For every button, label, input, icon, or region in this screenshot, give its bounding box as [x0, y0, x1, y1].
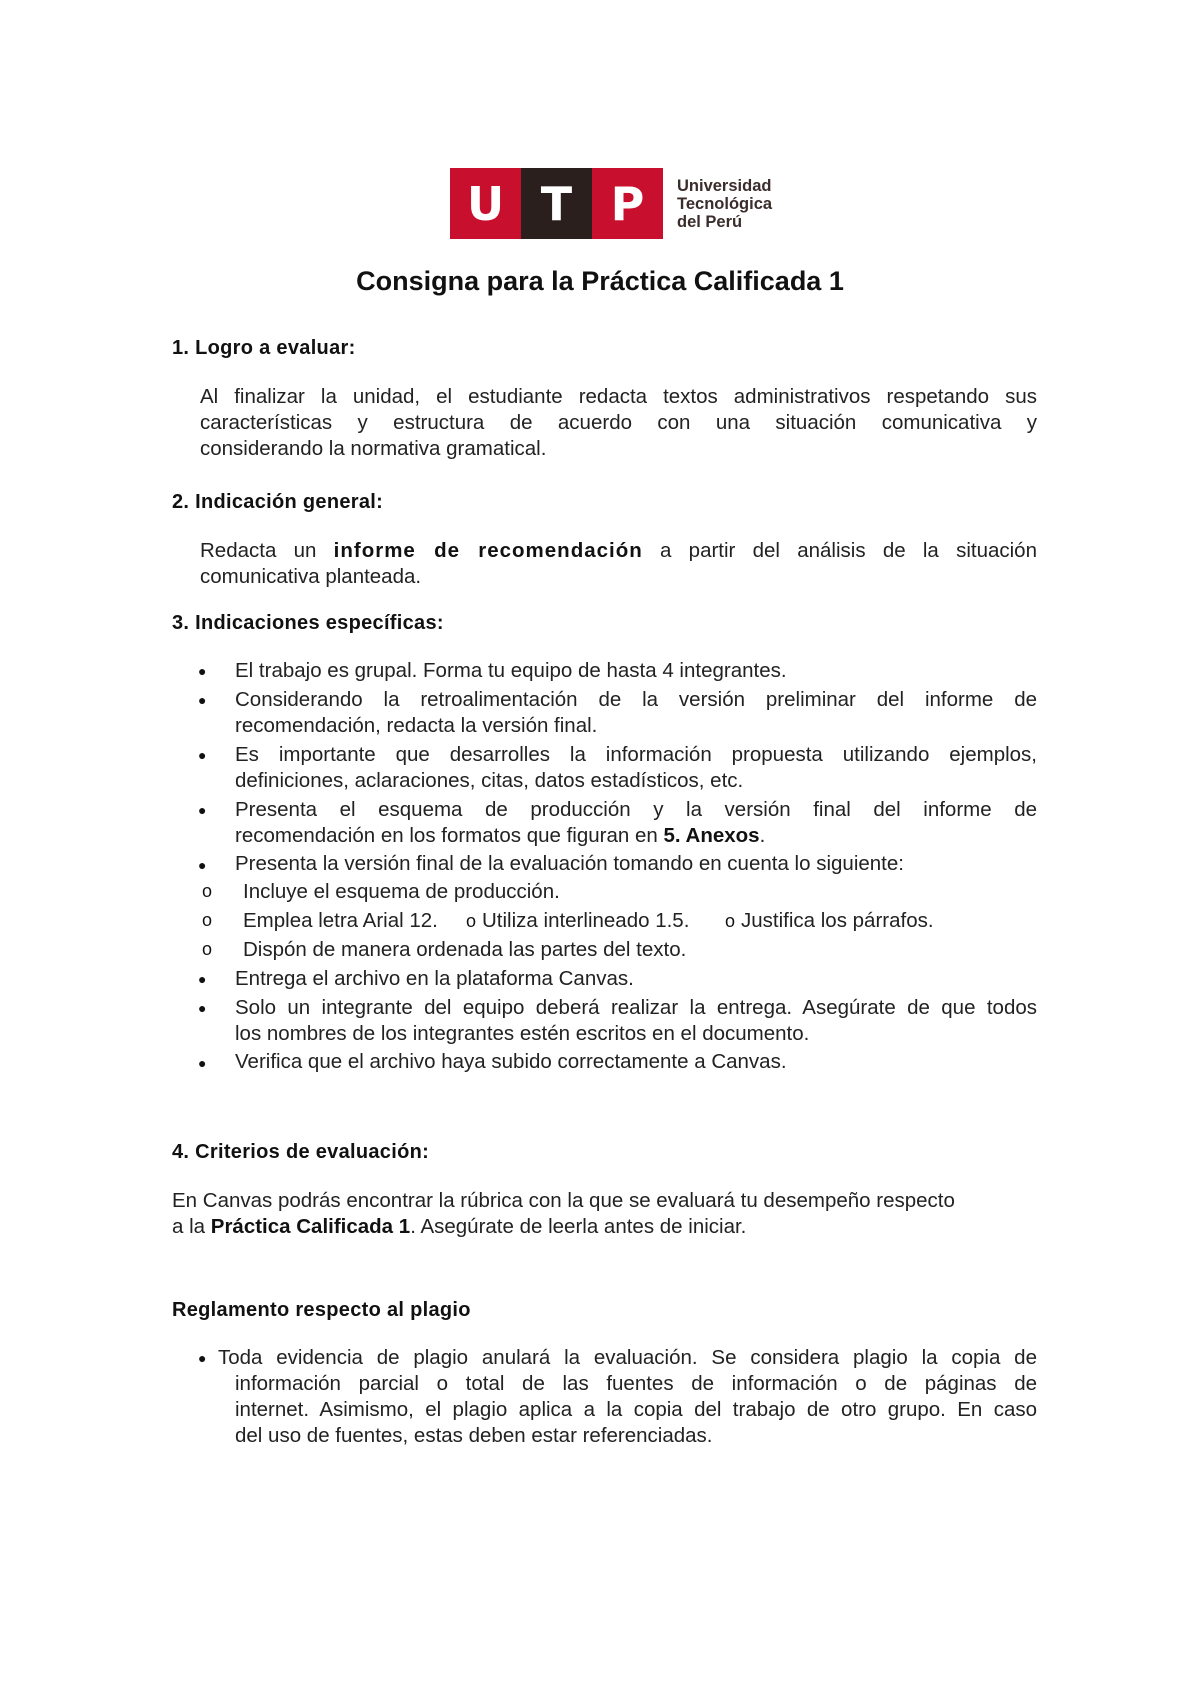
page-title: Consigna para la Práctica Calificada 1	[356, 266, 844, 296]
sub-bullet-icon: o	[725, 911, 736, 931]
list-item	[235, 742, 1037, 794]
bullet-icon: ●	[198, 971, 207, 987]
bold-term: Práctica Calificada 1	[210, 1215, 411, 1238]
bullet-icon: ●	[198, 1000, 207, 1016]
section-heading-logro: 1. Logro a evaluar:	[172, 337, 356, 359]
text-line: Solo un integrante del equipo deberá realizar la entrega. Asegúrate de que todos	[235, 996, 1037, 1019]
text-line: Considerando la retroalimentación de la versión preliminar del informe de	[235, 688, 1037, 711]
sub-list-item: Justifica los párrafos.	[741, 909, 934, 932]
sub-bullet-icon: o	[466, 911, 477, 931]
bold-term: 5. Anexos	[663, 824, 760, 847]
text-line: definiciones, aclaraciones, citas, datos estadísticos, etc.	[235, 769, 744, 792]
plagio-text	[218, 1345, 1037, 1449]
sub-bullet-icon: o	[202, 910, 213, 930]
text-line: comunicativa planteada.	[200, 565, 422, 588]
section-heading-criterios: 4. Criterios de evaluación:	[172, 1141, 430, 1163]
list-item: Entrega el archivo en la plataforma Canvas.	[235, 967, 634, 990]
text-segment: a la	[172, 1215, 206, 1238]
section-logro-text	[200, 384, 1037, 462]
text-line: características y estructura de acuerdo con una situación comunicativa y	[200, 411, 1037, 434]
text-line	[200, 538, 1037, 564]
bullet-icon: ●	[198, 802, 207, 818]
logo-letter-u: U	[450, 168, 521, 239]
list-item	[235, 995, 1037, 1047]
text-line: Toda evidencia de plagio anulará la evaluación. Se considera plagio la copia de	[218, 1346, 1037, 1369]
utp-logo	[450, 168, 772, 239]
logo-letter-p: P	[592, 168, 663, 239]
text-line: recomendación, redacta la versión final.	[235, 714, 598, 737]
text-line: internet. Asimismo, el plagio aplica a la copia del trabajo de otro grupo. En caso	[235, 1398, 1037, 1421]
bullet-icon: ●	[198, 692, 207, 708]
sub-list-item: Emplea letra Arial 12.	[243, 909, 438, 932]
list-item: Presenta la versión final de la evaluación tomando en cuenta lo siguiente:	[235, 852, 904, 875]
list-item: Verifica que el archivo haya subido correctamente a Canvas.	[235, 1050, 787, 1073]
text-line	[235, 823, 1037, 849]
bullet-icon: ●	[198, 1055, 207, 1071]
section-heading-indicacion-general: 2. Indicación general:	[172, 491, 384, 513]
text-line	[172, 1214, 1037, 1240]
text-segment: .	[759, 824, 766, 847]
text-line: En Canvas podrás encontrar la rúbrica con la que se evaluará tu desempeño respecto	[172, 1189, 955, 1212]
text-line: Al finalizar la unidad, el estudiante redacta textos administrativos respetando sus	[200, 385, 1037, 408]
text-segment: recomendación en los formatos que figuran en	[235, 824, 658, 847]
list-item	[235, 687, 1037, 739]
sub-list-item: Incluye el esquema de producción.	[243, 880, 560, 903]
list-item: El trabajo es grupal. Forma tu equipo de hasta 4 integrantes.	[235, 659, 787, 682]
logo-letter-t: T	[521, 168, 592, 239]
text-line: Es importante que desarrolles la información propuesta utilizando ejemplos,	[235, 743, 1037, 766]
logo-text-line: Tecnológica	[677, 194, 773, 213]
bullet-icon: ●	[198, 1350, 207, 1366]
section-heading-indicaciones-especificas: 3. Indicaciones específicas:	[172, 612, 444, 634]
sub-bullet-icon: o	[202, 939, 213, 959]
logo-text-line: Universidad	[677, 176, 772, 195]
text-line: del uso de fuentes, estas deben estar referenciadas.	[235, 1424, 713, 1447]
text-line: información parcial o total de las fuentes de información o de páginas de	[235, 1372, 1037, 1395]
list-item	[235, 797, 1037, 849]
bold-term: informe de recomendación	[333, 539, 643, 562]
logo-university-name	[677, 168, 772, 239]
sub-bullet-icon: o	[202, 881, 213, 901]
sub-list-item: Dispón de manera ordenada las partes del texto.	[243, 938, 687, 961]
text-segment: . Asegúrate de leerla antes de iniciar.	[410, 1215, 747, 1238]
bullet-icon: ●	[198, 857, 207, 873]
logo-text-line: del Perú	[677, 212, 743, 231]
text-line: Presenta el esquema de producción y la versión final del informe de	[235, 798, 1037, 821]
bullet-icon: ●	[198, 747, 207, 763]
sub-list-item: Utiliza interlineado 1.5.	[482, 909, 690, 932]
section-heading-plagio: Reglamento respecto al plagio	[172, 1299, 471, 1321]
section-criterios-text	[172, 1188, 1037, 1240]
text-segment: Redacta un	[200, 539, 317, 562]
text-line: considerando la normativa gramatical.	[200, 437, 547, 460]
section-indicacion-general-text	[200, 538, 1037, 590]
bullet-icon: ●	[198, 663, 207, 679]
text-segment: a partir del análisis de la situación	[660, 539, 1037, 562]
text-line: los nombres de los integrantes estén escritos en el documento.	[235, 1022, 810, 1045]
